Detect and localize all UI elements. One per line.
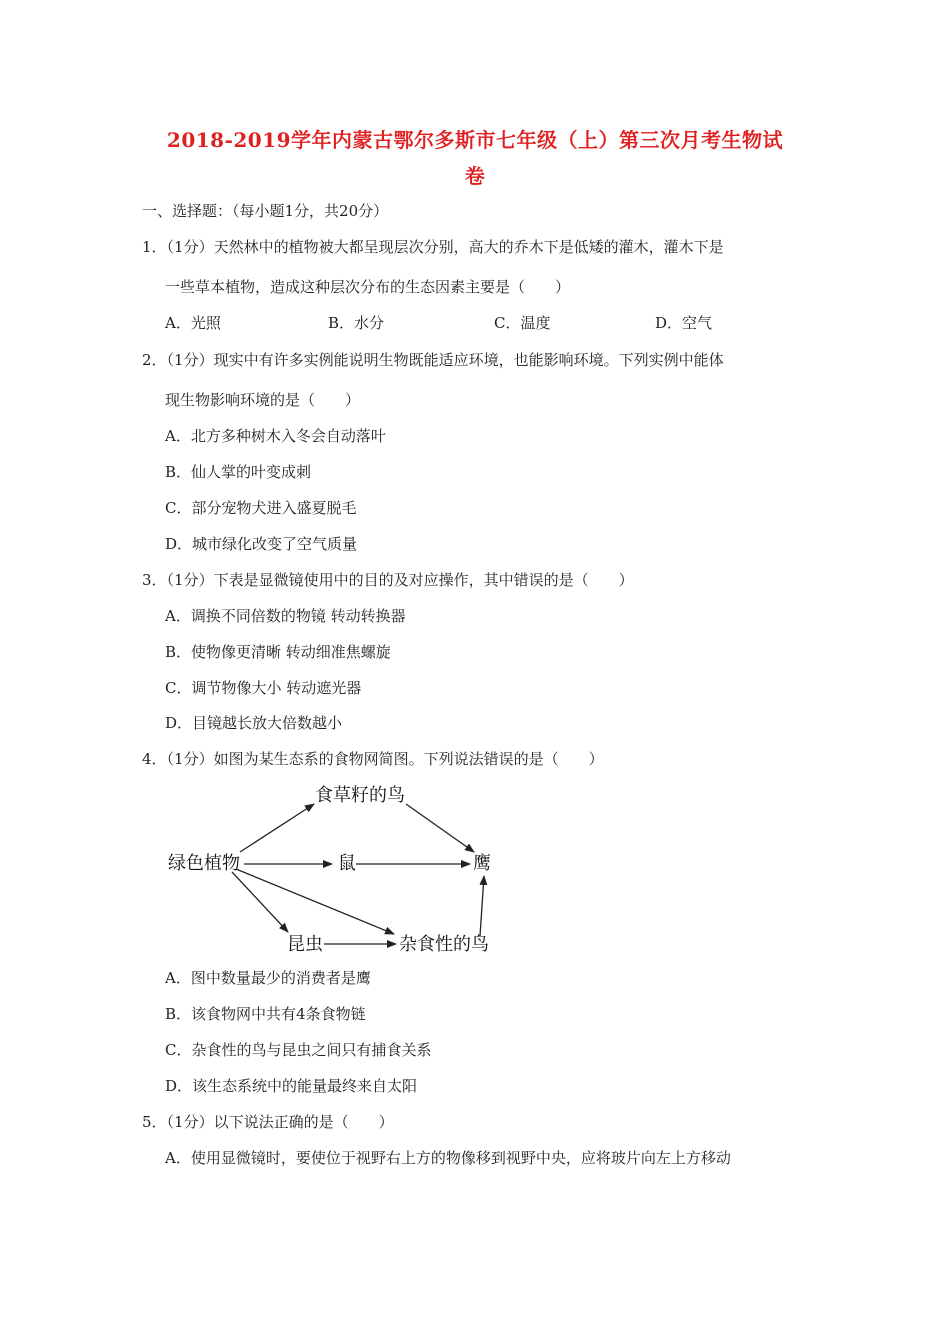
q3-stem: 3．（1分）下表是显微镜使用中的目的及对应操作，其中错误的是（ ）: [142, 571, 634, 589]
arrow-seed-bird-to-eagle: [406, 804, 474, 852]
title-line-2: 卷: [464, 164, 486, 188]
section-heading: 一、选择题：（每小题1分，共20分）: [142, 202, 389, 220]
q1-option-b: B．水分: [328, 314, 385, 332]
node-insect: 昆虫: [287, 934, 323, 955]
q2-option-c: C．部分宠物犬进入盛夏脱毛: [165, 499, 357, 517]
q1-stem-line1: 1．（1分）天然林中的植物被大都呈现层次分别，高大的乔木下是低矮的灌木，灌木下是: [142, 238, 724, 256]
q2-stem-line2: 现生物影响环境的是（ ）: [165, 391, 361, 409]
title-line-1: 2018-2019学年内蒙古鄂尔多斯市七年级（上）第三次月考生物试: [166, 128, 784, 152]
q2-option-b: B．仙人掌的叶变成刺: [165, 463, 312, 481]
q5-stem: 5．（1分）以下说法正确的是（ ）: [142, 1113, 394, 1131]
food-web-diagram: [160, 776, 520, 962]
q3-option-d: D．目镜越长放大倍数越小: [165, 714, 343, 732]
node-plant: 绿色植物: [168, 853, 240, 874]
q1-stem-line2: 一些草本植物，造成这种层次分布的生态因素主要是（ ）: [165, 278, 571, 296]
q4-option-b: B．该食物网中共有4条食物链: [165, 1005, 366, 1023]
node-seed-bird: 食草籽的鸟: [315, 785, 405, 806]
q2-option-d: D．城市绿化改变了空气质量: [165, 535, 358, 553]
q3-option-c: C．调节物像大小 转动遮光器: [165, 679, 362, 697]
q1-option-d: D．空气: [655, 314, 713, 332]
node-omni-bird: 杂食性的鸟: [399, 934, 489, 955]
q4-option-d: D．该生态系统中的能量最终来自太阳: [165, 1077, 418, 1095]
arrow-plant-to-seed-bird: [240, 804, 314, 852]
q4-option-c: C．杂食性的鸟与昆虫之间只有捕食关系: [165, 1041, 432, 1059]
node-eagle: 鹰: [473, 853, 491, 874]
q3-option-b: B．使物像更清晰 转动细准焦螺旋: [165, 643, 391, 661]
q3-option-a: A．调换不同倍数的物镜 转动转换器: [165, 607, 406, 625]
q1-option-a: A．光照: [165, 314, 221, 332]
arrow-omni-bird-to-eagle: [480, 876, 484, 936]
q2-stem-line1: 2．（1分）现实中有许多实例能说明生物既能适应环境，也能影响环境。下列实例中能体: [142, 351, 724, 369]
q2-option-a: A．北方多种树木入冬会自动落叶: [165, 427, 386, 445]
q4-option-a: A．图中数量最少的消费者是鹰: [165, 969, 371, 987]
q4-stem: 4．（1分）如图为某生态系的食物网简图。下列说法错误的是（ ）: [142, 750, 604, 768]
node-mouse: 鼠: [338, 853, 356, 874]
arrow-plant-to-insect: [232, 872, 288, 932]
q1-option-c: C．温度: [494, 314, 551, 332]
q5-option-a: A．使用显微镜时，要使位于视野右上方的物像移到视野中央，应将玻片向左上方移动: [165, 1149, 731, 1167]
